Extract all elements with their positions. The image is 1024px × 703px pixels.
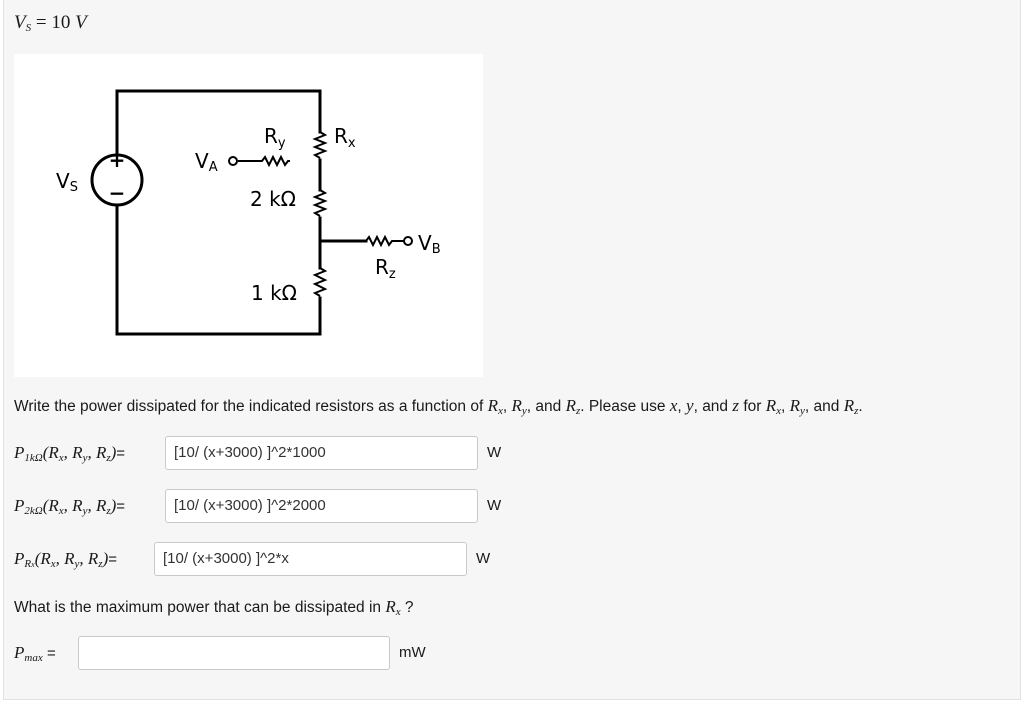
bottom-wire [117, 204, 320, 334]
vb-terminal [404, 237, 412, 245]
pmax-unit: mW [399, 644, 426, 661]
ry-resistor-symbol [238, 157, 290, 165]
prx-answer-input[interactable]: [10/ (x+3000) ]^2*x [154, 542, 467, 576]
p2k-label: $P_{2k\Omega}(R_x$, $R_y$, $R_z)=$ [14, 496, 126, 517]
vb-label: VB [418, 231, 441, 257]
question-text: Write the power dissipated for the indicated resistors as a function of $R_x$, $R_y$, and $R_z$. Please use x, y, and z for $R_x$, $R_y$, and $R_z$. [14, 396, 863, 417]
r1k-label: 1 kΩ [251, 281, 297, 305]
source-plus-sign: + [108, 148, 126, 172]
source-minus-sign: − [108, 181, 126, 205]
max-power-question: What is the maximum power that can be dissipated in $R_x$ ? [14, 597, 414, 618]
rz-resistor-symbol [366, 237, 404, 245]
p1k-label: $P_{1k\Omega}(R_x$, $R_y$, $R_z)=$ [14, 443, 126, 464]
p2k-answer-input[interactable]: [10/ (x+3000) ]^2*2000 [165, 489, 478, 523]
p1k-answer-input[interactable]: [10/ (x+3000) ]^2*1000 [165, 436, 478, 470]
va-terminal [229, 157, 237, 165]
rz-label: $R_z$ [375, 255, 396, 282]
r1k-resistor-symbol [315, 268, 325, 296]
pmax-answer-input[interactable] [78, 636, 390, 670]
source-label: VS [56, 169, 78, 195]
rx-label: $R_x$ [334, 124, 356, 151]
rx-resistor-symbol [315, 132, 325, 158]
circuit-diagram [14, 54, 483, 377]
r2k-label: 2 kΩ [250, 187, 296, 211]
prx-unit: W [476, 550, 491, 567]
p1k-unit: W [487, 444, 502, 461]
source-voltage-given: $V_S = 10$ V [14, 12, 87, 34]
prx-label: $P_{Rx}(R_x$, $R_y$, $R_z)=$ [14, 549, 118, 570]
r2k-resistor-symbol [315, 190, 325, 216]
p2k-unit: W [487, 497, 502, 514]
ry-label: $R_y$ [264, 124, 286, 151]
pmax-label: $P_{max}$ = [14, 643, 56, 664]
circuit-figure [14, 54, 483, 377]
top-wire [117, 91, 320, 156]
va-label: VA [195, 149, 218, 175]
